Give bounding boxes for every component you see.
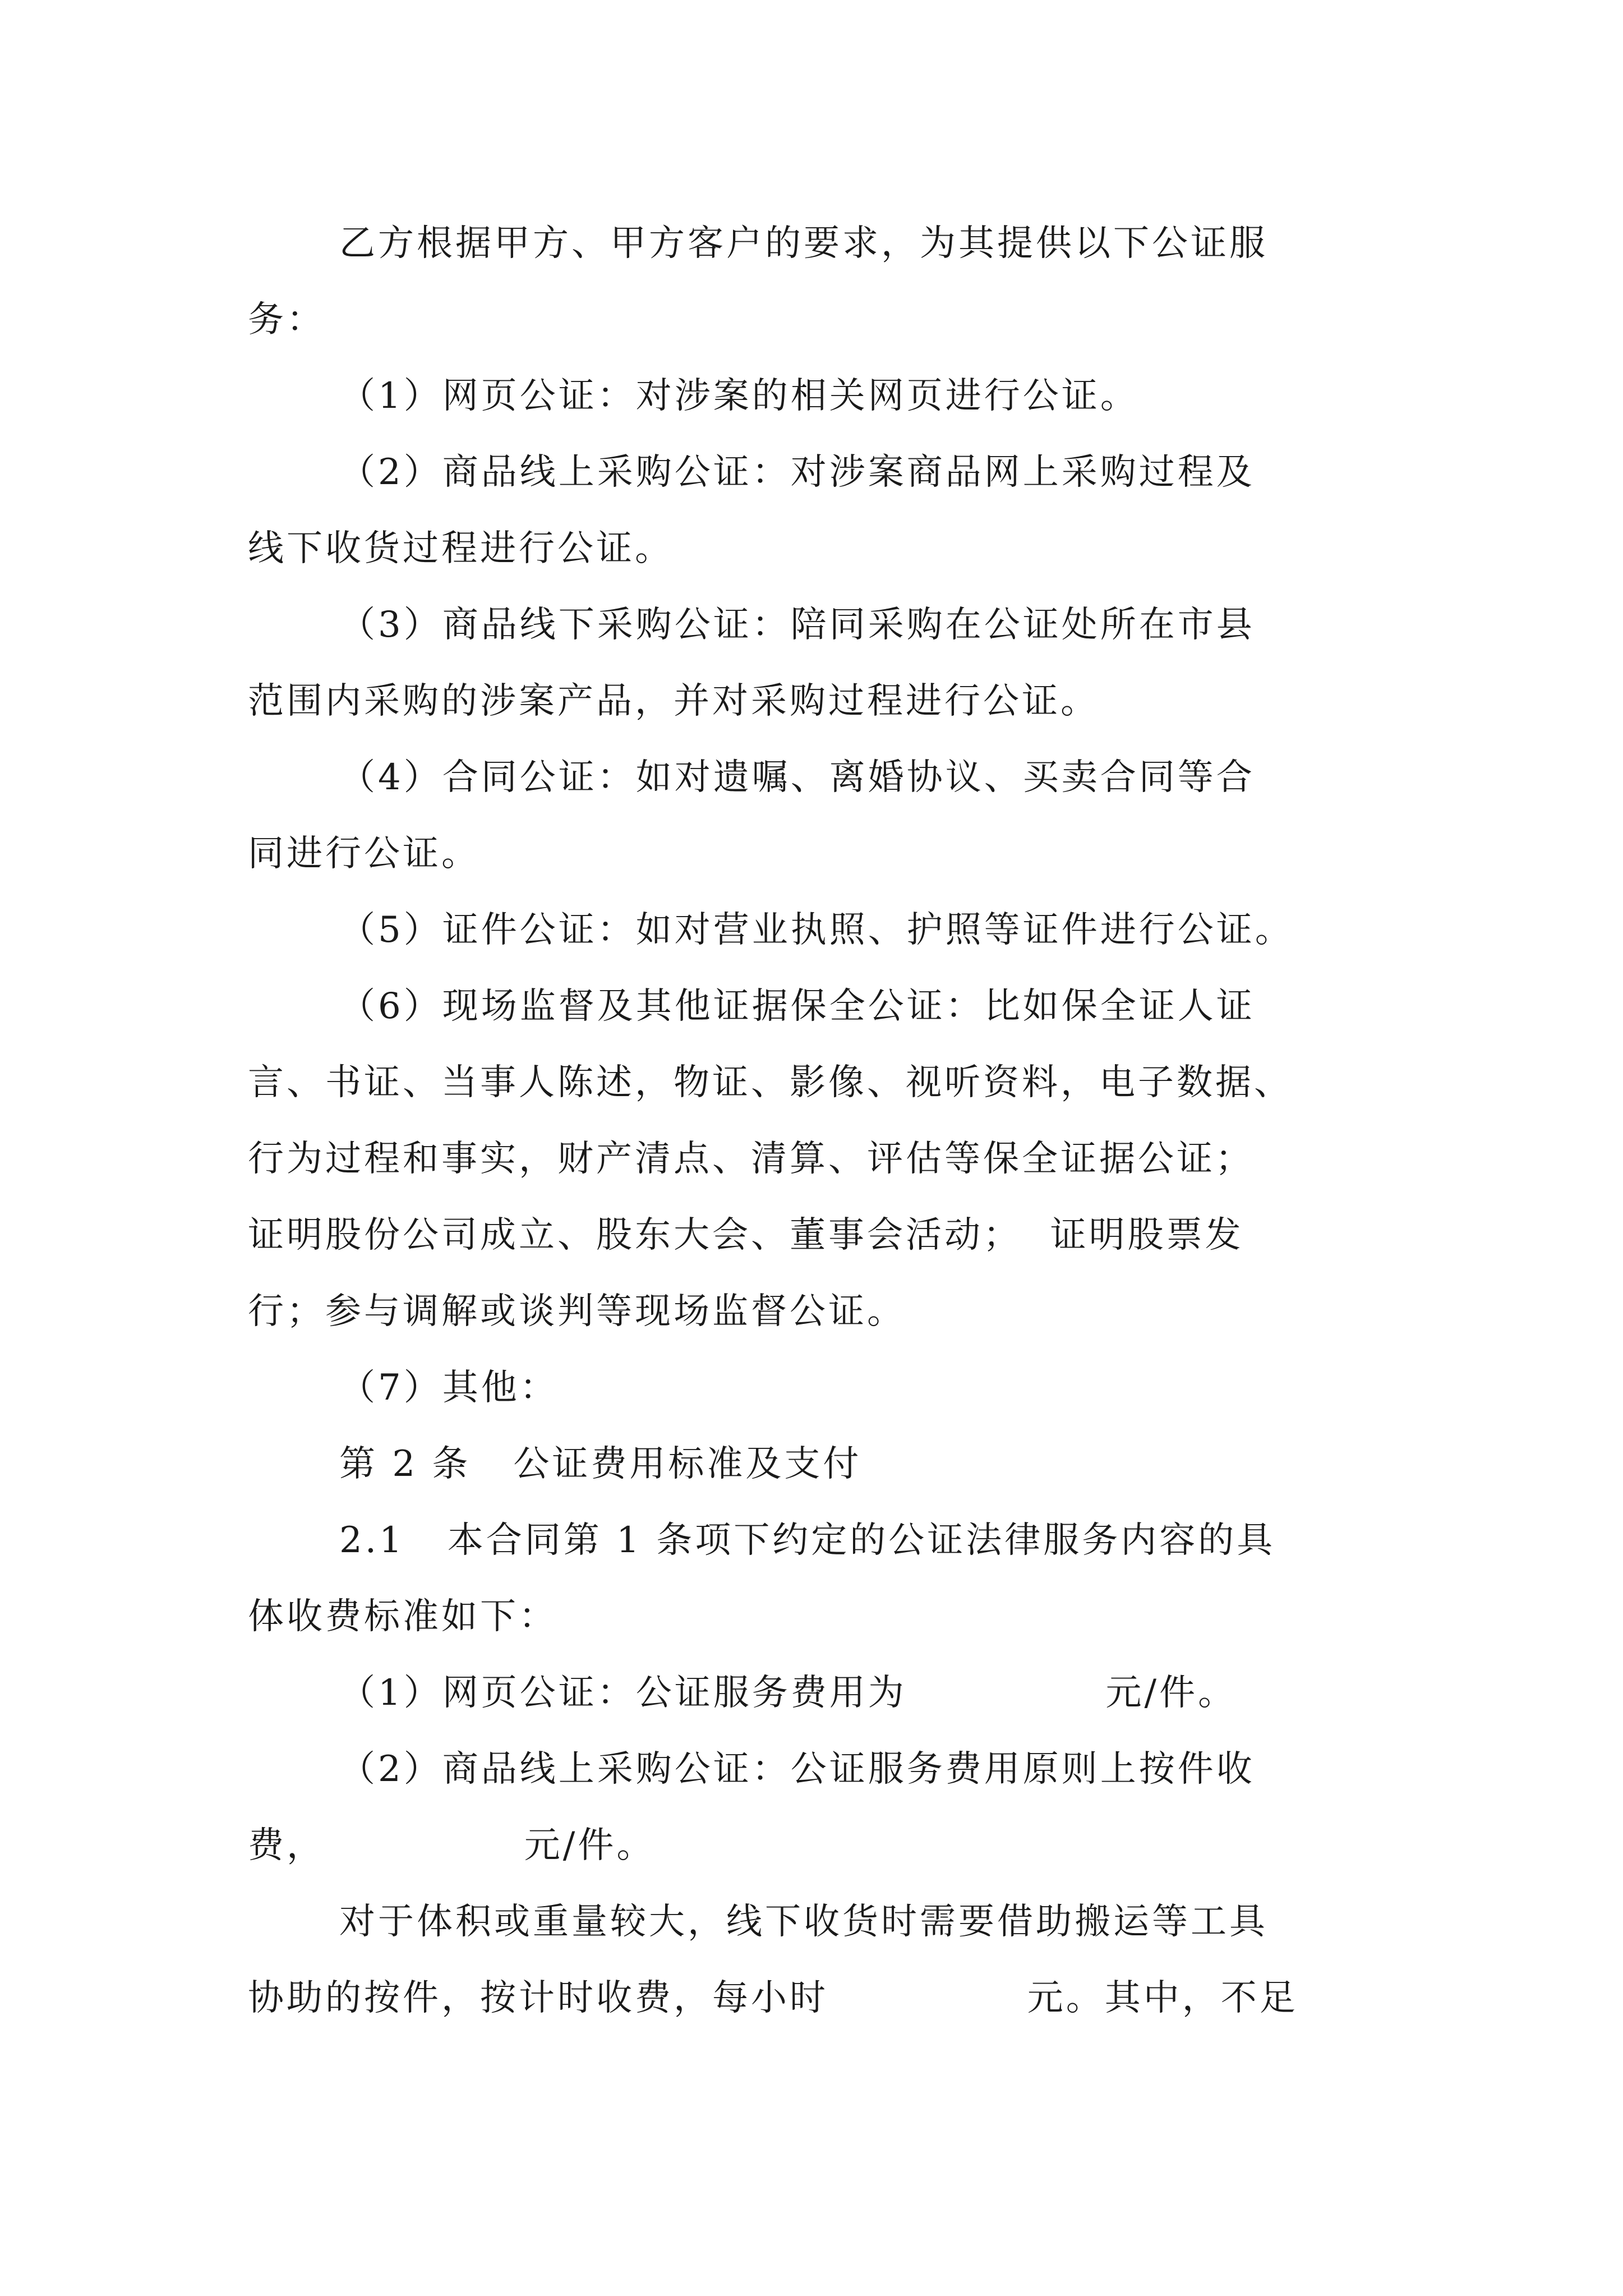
- list-item-4-cont: 同进行公证。: [248, 833, 480, 875]
- paragraph-line: 对于体积或重量较大，线下收货时需要借助搬运等工具: [339, 1901, 1268, 1943]
- list-item-6-cont: 证明股份公司成立、股东大会、董事会活动； 证明股票发: [248, 1214, 1244, 1256]
- list-item-5: （5）证件公证：如对营业执照、护照等证件进行公证。: [339, 909, 1294, 951]
- fee-item-1: （1）网页公证：公证服务费用为 元/件。: [339, 1672, 1237, 1714]
- list-item-6-cont: 行为过程和事实，财产清点、清算、评估等保全证据公证；: [248, 1138, 1254, 1180]
- list-item-6-cont: 言、书证、当事人陈述，物证、影像、视听资料，电子数据、: [248, 1062, 1293, 1103]
- list-item-3-cont: 范围内采购的涉案产品，并对采购过程进行公证。: [248, 680, 1099, 722]
- list-item-3: （3）商品线下采购公证：陪同采购在公证处所在市县: [339, 604, 1255, 646]
- clause-2-1: 2.1 本合同第 1 条项下约定的公证法律服务内容的具: [339, 1520, 1276, 1561]
- list-item-6: （6）现场监督及其他证据保全公证：比如保全证人证: [339, 986, 1255, 1027]
- article-heading: 第 2 条 公证费用标准及支付: [339, 1443, 862, 1485]
- paragraph-line: 乙方根据甲方、甲方客户的要求，为其提供以下公证服: [339, 223, 1268, 264]
- list-item-1: （1）网页公证：对涉案的相关网页进行公证。: [339, 375, 1139, 417]
- paragraph-line: 务：: [248, 299, 325, 341]
- list-item-6-cont: 行；参与调解或谈判等现场监督公证。: [248, 1291, 906, 1332]
- fee-item-2: （2）商品线上采购公证：公证服务费用原则上按件收: [339, 1749, 1255, 1790]
- list-item-2: （2）商品线上采购公证：对涉案商品网上采购过程及: [339, 452, 1255, 493]
- clause-2-1-cont: 体收费标准如下：: [248, 1596, 557, 1637]
- list-item-4: （4）合同公证：如对遗嘱、离婚协议、买卖合同等合: [339, 757, 1255, 798]
- fee-item-2-cont: 费， 元/件。: [248, 1825, 656, 1866]
- paragraph-line: 协助的按件，按计时收费，每小时 元。其中，不足: [248, 1977, 1298, 2019]
- list-item-2-cont: 线下收货过程进行公证。: [248, 528, 674, 569]
- list-item-7: （7）其他：: [339, 1367, 559, 1409]
